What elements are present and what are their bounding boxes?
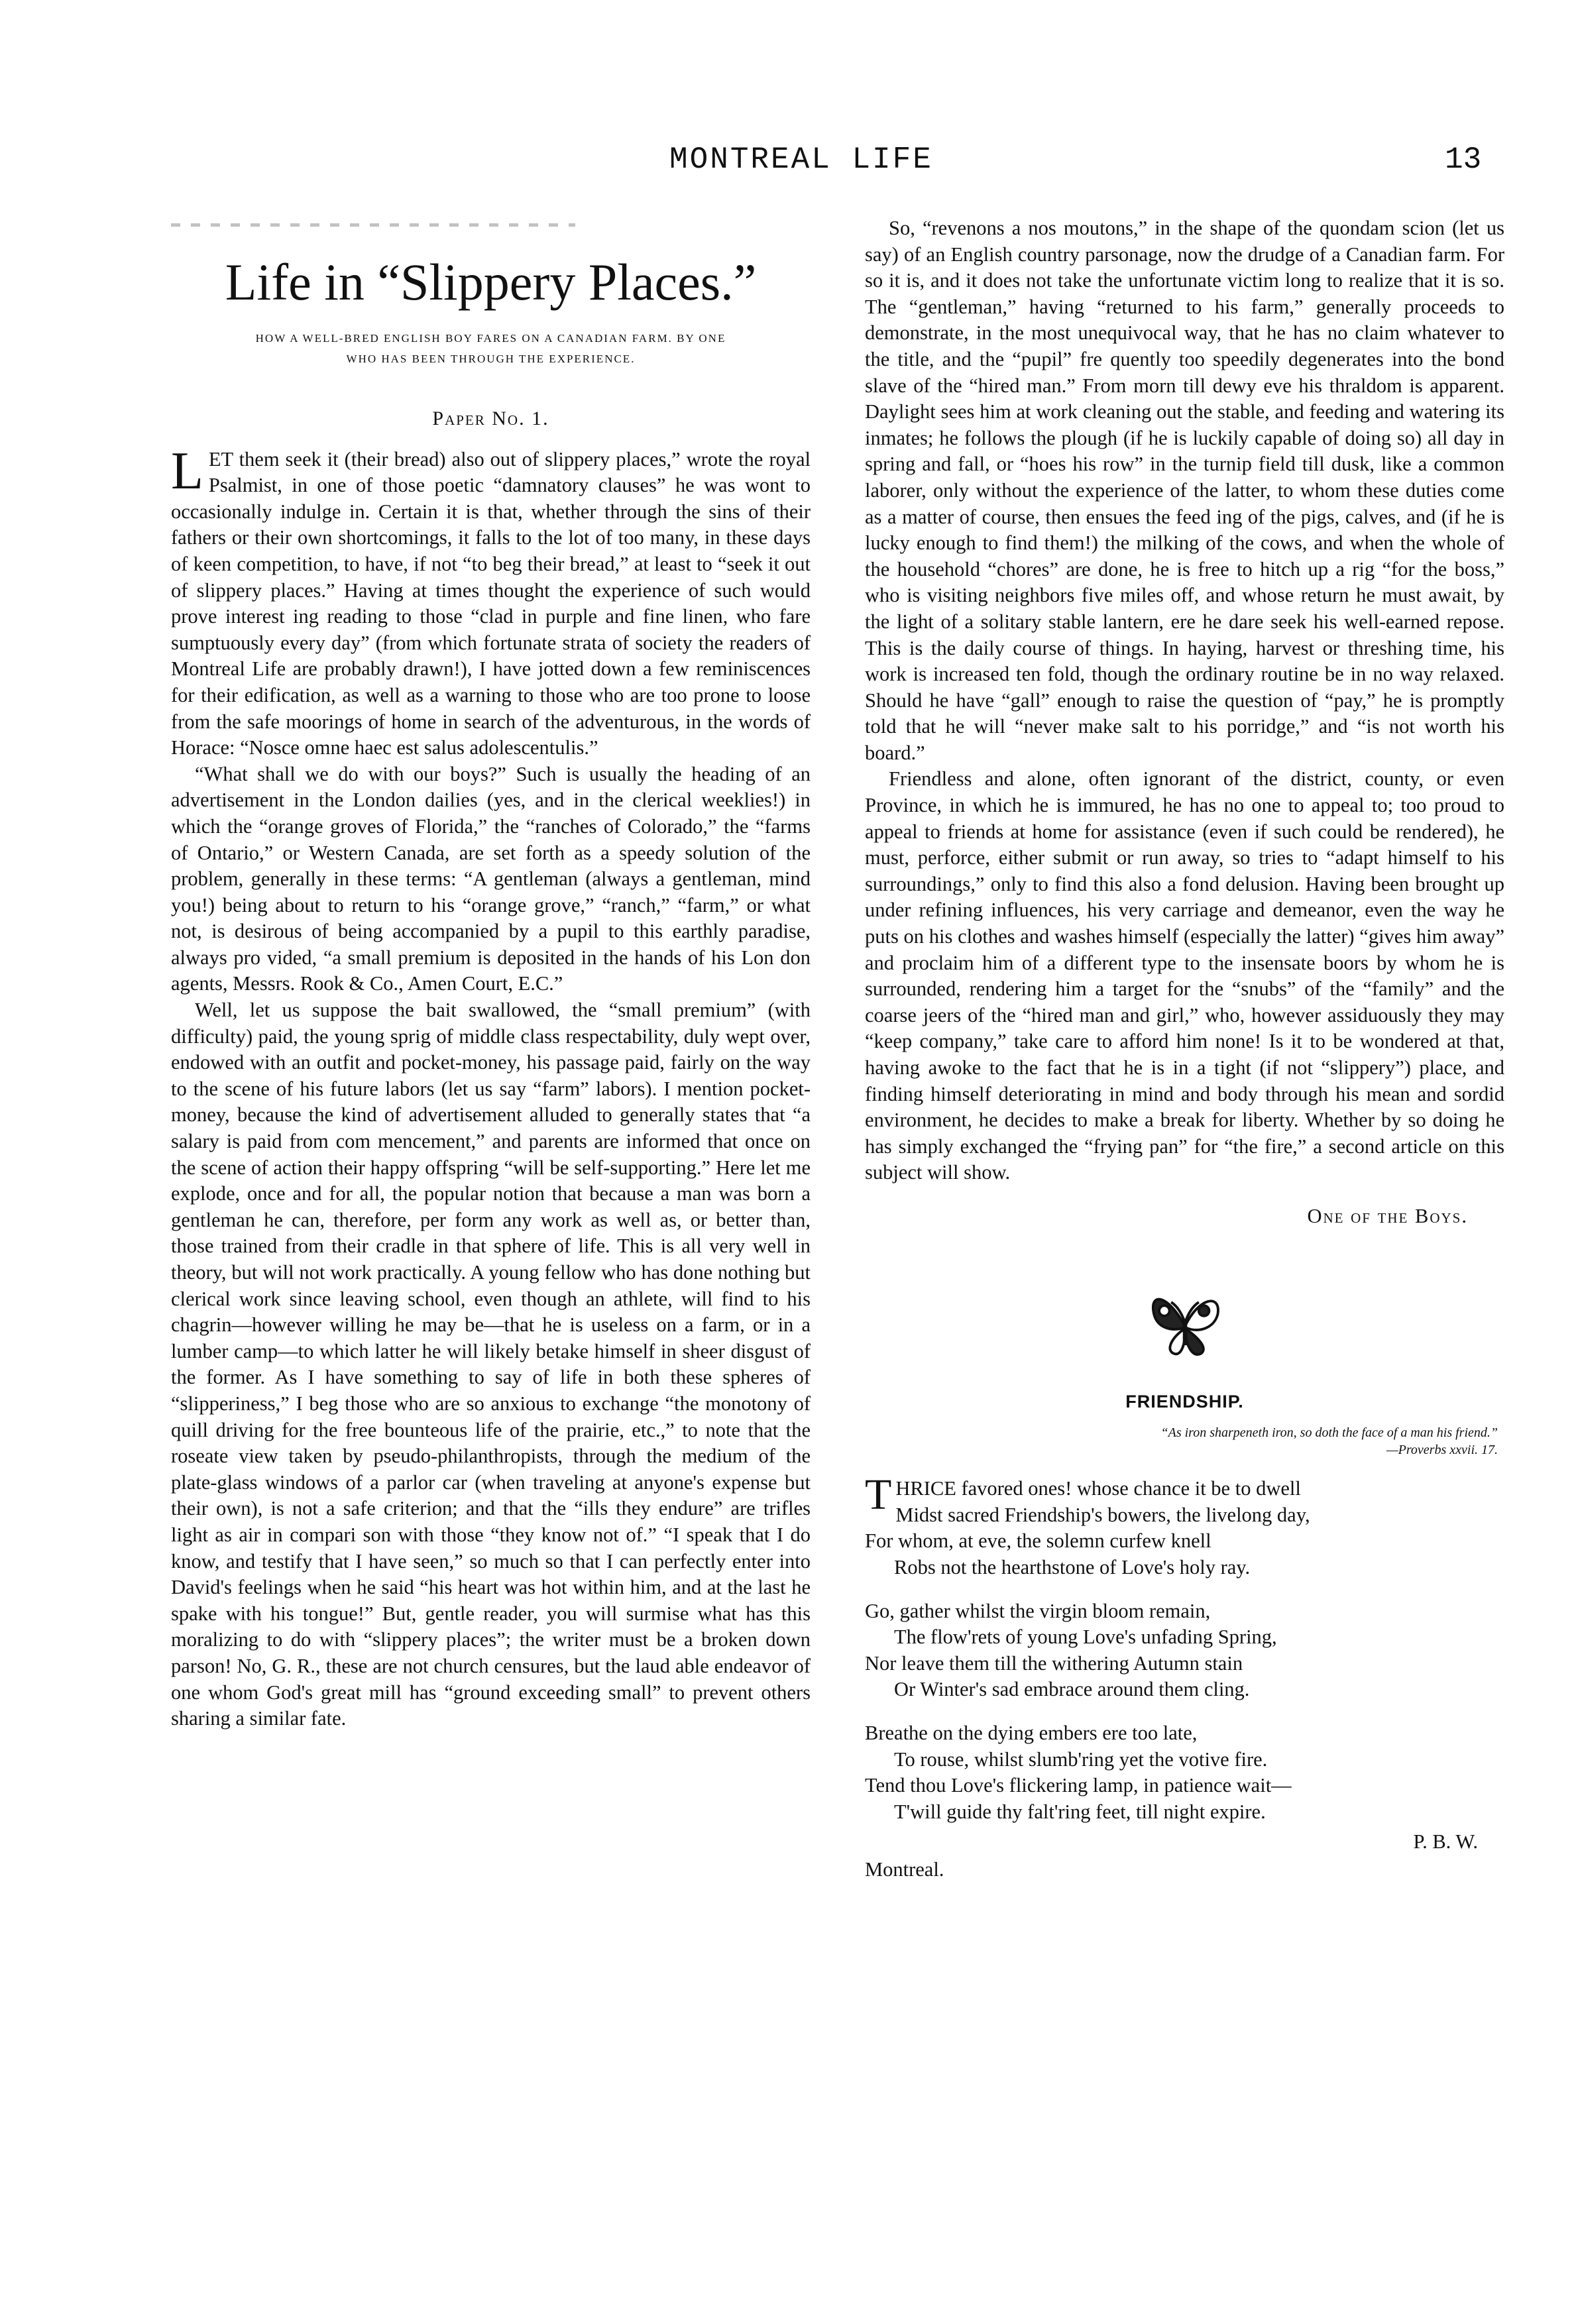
epigraph-text: “As iron sharpeneth iron, so doth the face of a man his friend.” [1160,1425,1498,1441]
poem-stanza [865,1470,1504,1580]
poem-epigraph [865,1424,1504,1459]
poem-line: Breathe on the dying embers ere too late, [865,1721,1198,1744]
poem-place: Montreal. [865,1857,944,1881]
poem-stanza [865,1598,1504,1703]
article-paragraph: Well, let us suppose the bait swallowed, the “small premium” (with difficulty) paid, the young sprig of middle class respectability, duly wept over, endowed with an outfit and pocket-money, his passage paid, fairly on the way to the scene of his future labors (let us say “farm” labors). I mention pocket-money, because the kind of advertisement alluded to generally states that “a salary is paid from com mencement,” and parents are informed that once on the scene of action their happy offspring “will be self-supporting.” Here let me explode, once and for all, the popular notion that because a man was born a gentleman he can, therefore, per form any work as well as, or better than, those trained from their cradle in that sphere of life. This is all very well in theory, but will not work practically. A young fellow who has done nothing but clerical work since leaving school, even though an athlete, will find to his chagrin—however willing he may be—that he is useless on a farm, or in a lumber camp—to which latter he will likely betake himself in sheer disgust of the former. As I have something to say of life in both these spheres of “slipperiness,” I beg those who are so anxious to exchange “the monotony of quill driving for the free bounteous life of the prairie, etc.,” to note that the roseate view taken by pseudo-philanthropists, through the medium of the plate-glass windows of a parlor car (when traveling at anyone's expense but their own), is not a safe criterion; and that the “ills they endure” are trifles light as air in compari son with those “they know not of.” “I speak that I do know, and testify that I have seen,” so much so that I can perfectly enter into David's feelings when he said “his heart was hot within him, and at the last he spake with his tongue!” But, gentle reader, you will surmise what has this moralizing to do with “slippery places”; the writer must be a broken down parson! No, G. R., these are not church censures, but the laud able endeavor of one whom God's great mill has “ground exceeding small” to prevent others sharing a similar fate. [171,999,811,1730]
poem-line: Midst sacred Friendship's bowers, the livelong day, [895,1503,1310,1526]
poem-line: For whom, at eve, the solemn curfew knell [865,1529,1212,1553]
article-paragraph: Friendless and alone, often ignorant of the district, county, or even Province, in which he is immured, he has no one to appeal to; too proud to appeal to friends at home for assistance (even if such could be rendered), he must, perforce, either submit or run away, so tries to “adapt himself to his surroundings,” only to find this also a fond delusion. Having been brought up under refining influences, his very carriage and demeanor, even the way he puts on his clothes and washes himself (especially the latter) “gives him away” and proclaim him of a different type to the insensate boors by whom he is surrounded, rendering him a target for the “snubs” of the “family” and the coarse jeers of the “hired man and girl,” who, however assiduously they may “keep company,” take care to afford him none! Is it to be wondered at that, having awoke to the fact that he is in a tight (if not “slippery”) place, and finding himself deteriorating in mind and body through his mean and sordid environment, he decides to make a break for liberty. Whether by so doing he has simply exchanged the “frying pan” for “the fire,” a second article on this subject will show. [865,767,1504,1184]
poem-author-initials: P. B. W. [1413,1830,1478,1854]
article-subtitle: HOW A WELL-BRED ENGLISH BOY FARES ON A CANADIAN FARM. BY ONE WHO HAS BEEN THROUGH THE EXPERIENCE. [255,332,726,365]
article-title: Life in “Slippery Places.” [225,253,757,311]
poem-line: To rouse, whilst slumb'ring yet the votive fire. [894,1747,1268,1771]
poem-line: Robs not the hearthstone of Love's holy ray. [894,1555,1251,1578]
poem-line: Go, gather whilst the virgin bloom remain, [865,1599,1211,1622]
article-signature: One of the Boys. [1307,1204,1468,1227]
left-column [171,215,811,1732]
poem-line: T'will guide thy falt'ring feet, till night expire. [894,1800,1266,1823]
article-paragraph: LET them seek it (their bread) also out of slippery places,” wrote the royal Psalmist, in one of those poetic “damnatory clauses” he was wont to occasionally indulge in. Certain it is that, whether through the sins of their fathers or their own shortcomings, it falls to the lot of too many, in these days of keen competition, to have, if not “to beg their bread,” at least to “seek it out of slippery places.” Having at times thought the experience of such would prove interest ing reading to those “clad in purple and fine linen, who fare sumptuously every day” (from which fortunate strata of society the readers of Montreal Life are probably drawn!), I have jotted down a few reminiscences for their edification, as well as a warning to those who are too prone to loose from the safe moorings of home in search of the adventurous, in the words of Horace: “Nosce omne haec est salus adolescentulis.” [171,441,811,759]
article-paragraph: “What shall we do with our boys?” Such is usually the heading of an advertisement in the London dailies (yes, and in the clerical weeklies!) in which the “orange groves of Florida,” the “ranches of Colorado,” the “farms of Ontario,” or Western Canada, are set forth as a speedy solution of the problem, generally in these terms: “A gentleman (always a gentleman, mind you!) being about to return to his “orange grove,” “ranch,” “farm,” or what not, is desirous of being accompanied by a pupil to this earthly paradise, always pro vided, “a small premium is deposited in the hands of his Lon don agents, Messrs. Rook & Co., Amen Court, E.C.” [171,762,811,995]
page-header [0,142,1578,195]
running-title: MONTREAL LIFE [669,142,933,177]
paper-number: Paper No. 1. [432,408,549,429]
poem-line: Nor leave them till the withering Autumn stain [865,1651,1243,1675]
page-number: 13 [1445,142,1482,177]
poem-line: Or Winter's sad embrace around them cling. [894,1678,1250,1701]
poem-line: THRICE favored ones! whose chance it be to dwell [865,1470,1301,1520]
epigraph-source: —Proverbs xxvii. 17. [1386,1443,1498,1458]
poem-drop-cap: T [865,1470,892,1520]
butterfly-ornament-icon [1142,1276,1228,1362]
poem-line: Tend thou Love's flickering lamp, in patience wait— [865,1774,1292,1797]
poem-stanza [865,1720,1504,1825]
drop-cap: L [171,441,203,500]
article-paragraph: So, “revenons a nos moutons,” in the shape of the quondam scion (let us say) of an English country parsonage, now the drudge of a Canadian farm. For so it is, and it does not take the unfortunate victim long to realize that it is so. The “gentleman,” having “returned to his farm,” generally proceeds to demonstrate, in the most unequivocal way, that he has no claim whatever to the title, and the “pupil” fre quently too speedily degenerates into the bond slave of the “hired man.” From morn till dewy eve his thraldom is apparent. Daylight sees him at work cleaning out the stable, and feeding and watering its inmates; he follows the plough (if he is luckily capable of doing so) all day in spring and fall, or “hoes his row” in the turnip field till dusk, like a common laborer, only without the experience of the latter, to whom these duties come as a matter of course, then ensues the feed ing of the pigs, calves, and (if he is lucky enough to find them!) the milking of the cows, and when the whole of the household “chores” are done, he is free to hitch up a rig “for the boss,” who is visiting neighbors five miles off, and whose return he must await, by the light of a solitary stable lantern, ere he dare seek his well-earned repose. This is the daily course of things. In haying, harvest or threshing time, his work is increased ten fold, though the ordinary routine be in no way relaxed. Should he have “gall” enough to raise the question of “pay,” he is promptly told that he will “never make salt to his porridge,” and “is not worth his board.” [865,217,1504,764]
right-column [865,215,1504,1883]
print-smudge [171,215,811,242]
poem-title: FRIENDSHIP. [1125,1391,1244,1411]
poem-line: The flow'rets of young Love's unfading Spring, [894,1626,1277,1649]
